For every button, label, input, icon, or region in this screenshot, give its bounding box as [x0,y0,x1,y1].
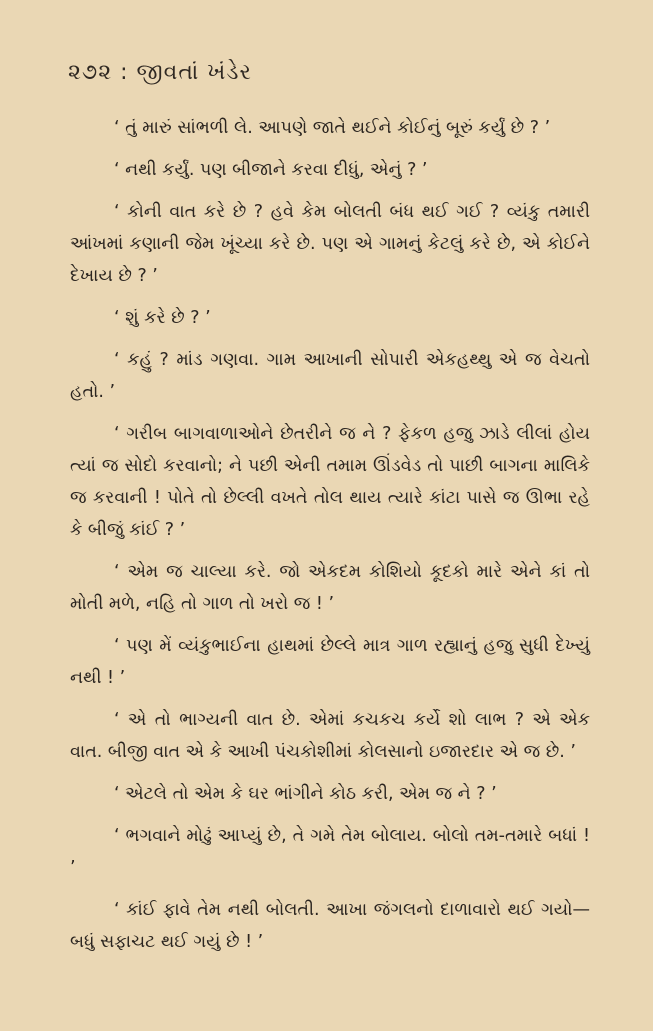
paragraph: ‘ એ તો ભાગ્યની વાત છે. એમાં કચકચ કર્યે શો લાભ ? એ એક વાત. બીજી વાત એ કે આખી પંચકોશીમાં કોલસાનો ઇજારદાર એ જ છે. ’ [70,710,590,762]
page-body [70,112,590,968]
paragraph: ‘ કહું ? માંડ ગણવા. ગામ આખાની સોપારી એકહથ્થુ એ જ વેચતો હતો. ’ [70,350,590,402]
paragraph: ‘ શું કરે છે ? ’ [114,308,211,328]
page-header: ૨૭૨ : જીવતાં ખંડેર [68,60,252,85]
paragraph: ‘ ભગવાને મોઢું આપ્યું છે, તે ગમે તેમ બોલાય. બોલો તમ-તમારે બધાં ! ’ [70,826,590,878]
paragraph: ‘ તું મારું સાંભળી લે. આપણે જાતે થઈને કોઈનું બૂરું કર્યું છે ? ’ [114,118,551,138]
paragraph: ‘ કોની વાત કરે છે ? હવે કેમ બોલતી બંધ થઈ ગઈ ? વ્યંકુ તમારી આંખમાં કણાની જેમ ખૂંચ્યા કરે છે. પણ એ ગામનું કેટલું કરે છે, એ કોઈને દેખાય છે ? ’ [70,202,590,286]
paragraph: ‘ પણ મેં વ્યંકુભાઈના હાથમાં છેલ્લે માત્ર ગાળ રહ્યાનું હજુ સુધી દેખ્યું નથી ! ’ [70,636,590,688]
paragraph: ‘ કાંઈ ફાવે તેમ નથી બોલતી. આખા જંગલનો દાળાવારો થઈ ગયો—બધું સફાચટ થઈ ગયું છે ! ’ [70,900,590,952]
paragraph: ‘ એટલે તો એમ કે ઘર ભાંગીને કોઠ કરી, એમ જ ને ? ’ [114,784,497,804]
paragraph: ‘ નથી કર્યું. પણ બીજાને કરવા દીધું, એનું ? ’ [114,160,428,180]
paragraph: ‘ એમ જ ચાલ્યા કરે. જો એકદમ કોશિયો કૂદકો મારે એને કાં તો મોતી મળે, નહિ તો ગાળ તો ખરો જ ! ’ [70,562,590,614]
paragraph: ‘ ગરીબ બાગવાળાઓને છેતરીને જ ને ? ફેકળ હજુ ઝાડે લીલાં હોય ત્યાં જ સોદો કરવાનો; ને પછી એની તમામ ઊંડવેડ તો પાછી બાગના માલિકે જ કરવાની ! પોતે તો છેલ્લી વખતે તોલ થાય ત્યારે કાંટા પાસે જ ઊભા રહે કે બીજું કાંઈ ? ’ [70,424,590,540]
